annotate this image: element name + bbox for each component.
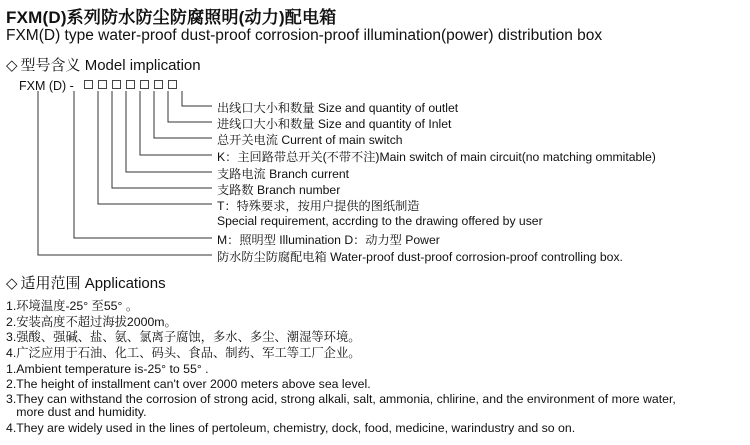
page-title-en: FXM(D) type water-proof dust-proof corrosion-proof illumination(power) distribution box (6, 27, 603, 44)
desc-main-switch: K：主回路带总开关(不带不注)Main switch of main circuit(no matching ommitable) (217, 150, 656, 164)
applications-heading: ◇ 适用范围 Applications (6, 275, 166, 292)
app-en-item-4: 4.They are widely used in the lines of pertoleum, chemistry, dock, food, medicine, warindustry and so on. (6, 421, 576, 435)
diamond-outline-icon: ◇ (6, 57, 18, 74)
app-cn-item-2: 2.安装高度不超过海拔2000m。 (6, 315, 177, 329)
app-cn-item-4: 4.广泛应用于石油、化工、码头、食品、制药、军工等工厂企业。 (6, 346, 361, 360)
diamond-outline-icon: ◇ (6, 275, 18, 292)
app-cn-item-1: 1.环境温度-25° 至55° 。 (6, 299, 139, 313)
desc-main-switch-current: 总开关电流 Current of main switch (217, 133, 403, 147)
app-en-item-1: 1.Ambient temperature is-25° to 55° . (6, 362, 209, 376)
app-cn-item-3: 3.强酸、强碱、盐、氨、氯离子腐蚀，多水、多尘、潮湿等环境。 (6, 330, 361, 344)
desc-outlet: 出线口大小和数量 Size and quantity of outlet (217, 101, 459, 115)
page-title-cn: FXM(D)系列防水防尘防腐照明(动力)配电箱 (6, 8, 337, 27)
desc-branch-current: 支路电流 Branch current (217, 167, 350, 181)
connector-branch-current (126, 91, 212, 172)
desc-type: M：照明型 Illumination D：动力型 Power (217, 233, 440, 247)
app-en-item-3: 3.They can withstand the corrosion of strong acid, strong alkali, salt, ammonia, chlirine, and the environment of more water, (6, 392, 676, 406)
connector-type (74, 91, 212, 238)
connector-main-switch (140, 91, 212, 155)
desc-special-cn: T：特殊要求，按用户提供的图纸制造 (217, 199, 420, 213)
model-prefix: FXM (D) - (19, 79, 74, 93)
desc-box: 防水防尘防腐配电箱 Water-proof dust-proof corrosion-proof controlling box. (217, 250, 623, 264)
desc-inlet: 进线口大小和数量 Size and quantity of Inlet (217, 117, 452, 131)
app-en-item-2: 2.The height of installment can't over 2000 meters above sea level. (6, 377, 371, 391)
model-section-heading: ◇ 型号含义 Model implication (6, 57, 201, 74)
app-en-item-3-cont: more dust and humidity. (6, 405, 147, 419)
connector-outlet (182, 91, 212, 106)
connector-main-switch-current (154, 91, 212, 138)
connector-box (38, 91, 212, 255)
connector-special (98, 91, 212, 204)
desc-branch-number: 支路数 Branch number (217, 183, 341, 197)
desc-special-en: Special requirement, accrding to the drawing offered by user (217, 214, 543, 228)
